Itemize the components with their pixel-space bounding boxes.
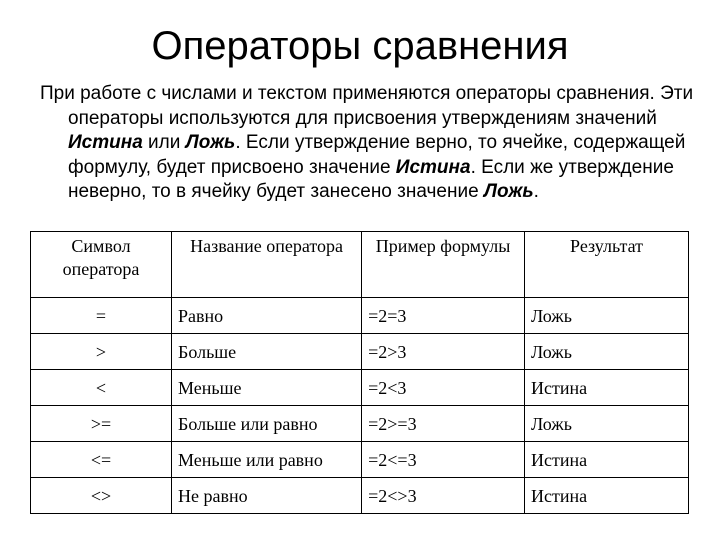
table-row bbox=[31, 298, 689, 334]
cell-result: Ложь bbox=[525, 298, 689, 334]
intro-text-2: или bbox=[142, 132, 186, 153]
intro-value-istina-2: Истина bbox=[395, 156, 471, 178]
cell-symbol: >= bbox=[31, 406, 172, 442]
cell-example: =2=3 bbox=[362, 298, 525, 334]
header-symbol: Символ оператора bbox=[31, 232, 172, 298]
cell-example: =2<3 bbox=[362, 370, 525, 406]
intro-text-3: . Если утверждение верно, то ячейке, содержащей формулу, будет присвоено значение bbox=[68, 132, 686, 178]
intro-text-1: При работе с числами и текстом применяются операторы сравнения. Эти операторы используются для присвоения утверждениям значений bbox=[40, 83, 694, 129]
cell-name: Больше bbox=[172, 334, 362, 370]
cell-result: Истина bbox=[525, 370, 689, 406]
cell-result: Истина bbox=[525, 442, 689, 478]
cell-symbol: > bbox=[31, 334, 172, 370]
cell-symbol: <= bbox=[31, 442, 172, 478]
cell-name: Не равно bbox=[172, 478, 362, 514]
cell-symbol: = bbox=[31, 298, 172, 334]
intro-value-lozh-1: Ложь bbox=[185, 132, 236, 153]
cell-example: =2<=3 bbox=[362, 442, 525, 478]
cell-symbol: < bbox=[31, 370, 172, 406]
intro-paragraph bbox=[40, 82, 700, 205]
cell-example: =2<>3 bbox=[362, 478, 525, 514]
operators-table bbox=[30, 231, 689, 514]
cell-name: Меньше bbox=[172, 370, 362, 406]
intro-value-istina-1: Истина bbox=[68, 132, 143, 153]
cell-name: Меньше или равно bbox=[172, 442, 362, 478]
cell-name: Больше или равно bbox=[172, 406, 362, 442]
intro-text-4: . Если же утверждение неверно, то в ячейку будет занесено значение bbox=[68, 156, 674, 202]
cell-name: Равно bbox=[172, 298, 362, 334]
table-row bbox=[31, 478, 689, 514]
slide-title: Операторы сравнения bbox=[151, 24, 569, 68]
cell-result: Ложь bbox=[525, 406, 689, 442]
table-row bbox=[31, 442, 689, 478]
cell-example: =2>3 bbox=[362, 334, 525, 370]
table-header-row bbox=[31, 232, 689, 298]
table-row bbox=[31, 334, 689, 370]
cell-example: =2>=3 bbox=[362, 406, 525, 442]
table-row bbox=[31, 370, 689, 406]
table-row bbox=[31, 406, 689, 442]
cell-symbol: <> bbox=[31, 478, 172, 514]
intro-text-5: . bbox=[533, 181, 539, 202]
header-example: Пример формулы bbox=[362, 232, 525, 298]
cell-result: Истина bbox=[525, 478, 689, 514]
cell-result: Ложь bbox=[525, 334, 689, 370]
header-name: Название оператора bbox=[172, 232, 362, 298]
intro-value-lozh-2: Ложь bbox=[483, 181, 534, 202]
header-result: Результат bbox=[525, 232, 689, 298]
